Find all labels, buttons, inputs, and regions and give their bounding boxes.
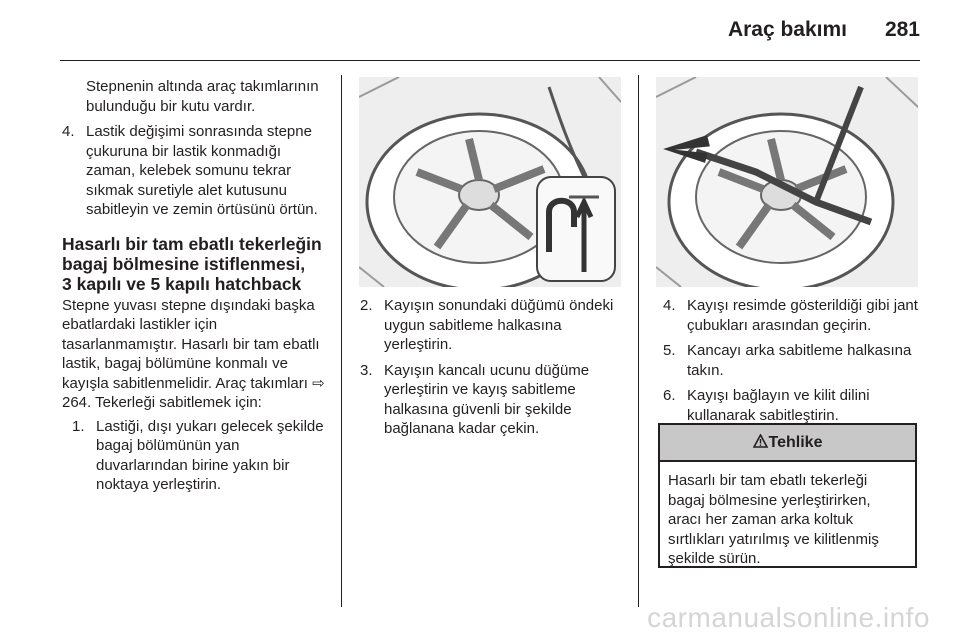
list-item-step-6 — [663, 386, 925, 425]
step-number: 3. — [360, 361, 373, 379]
header-rule — [60, 60, 920, 61]
step-number: 5. — [663, 342, 676, 359]
page-ref-link[interactable]: 264 — [62, 394, 88, 411]
page-ref-icon: ⇨ — [312, 374, 325, 392]
heading-line-1: Hasarlı bir tam ebatlı tekerleğin — [62, 233, 322, 254]
right-column — [663, 296, 925, 431]
step-text: Kayışın kancalı ucunu düğüme yerleştirin ve kayış sabitleme halkasına güvenli bir şekilde bağlanana kadar çekin. — [384, 361, 590, 437]
danger-notice-title: Tehlike — [768, 434, 823, 451]
strap-knot-illustration — [359, 77, 621, 287]
wheel-strap-drawing — [656, 77, 918, 287]
step-text: Lastiği, dışı yukarı gelecek şekilde bagaj bölümünün yan duvarlarından birine yakın bir noktaya yerleştirin. — [96, 417, 324, 493]
column-divider-left — [341, 75, 342, 607]
danger-notice-text: Hasarlı bir tam ebatlı tekerleği bagaj bölmesine yerleştirirken, aracı her zaman arka koltuk sırtlıkları yatırılmış ve kilitlenmiş şekilde sürün. — [668, 472, 879, 567]
step-text: Kayışın sonundaki düğümü öndeki uygun sabitleme halkasına yerleştirin. — [384, 297, 614, 353]
list-item-step-1 — [72, 417, 327, 495]
left-column — [62, 77, 327, 501]
section-body — [62, 296, 327, 413]
list-item-step-4b — [663, 296, 925, 335]
warning-triangle-icon — [753, 434, 768, 448]
chapter-title: Araç bakımı — [727, 18, 847, 41]
page-number: 281 — [884, 18, 920, 41]
body-text-a: Stepne yuvası stepne dışındaki başka ebatlardaki lastikler için tasarlanmamıştır. Hasarlı bir tam ebatlı lastik, bagaj bölümüne konmalı ve kayışla sabitlenmelidir. Araç takımları — [62, 296, 320, 392]
body-text-b: . Tekerleği sabitlemek için: — [87, 394, 262, 411]
spare-wheel-drawing — [359, 77, 621, 287]
watermark: carmanualsonline.info — [647, 602, 930, 633]
column-divider-right — [638, 75, 639, 607]
step-text: Kayışı resimde gösterildiği gibi jant çubukları arasından geçirin. — [687, 297, 918, 334]
strap-routing-illustration — [656, 77, 918, 287]
list-item-step-5 — [663, 341, 925, 380]
danger-notice-box — [658, 423, 917, 568]
continuation-text: Stepnenin altında araç takımlarının bulunduğu bir kutu vardır. — [86, 78, 319, 115]
step-number: 1. — [72, 417, 85, 435]
step-text: Kayışı bağlayın ve kilit dilini kullanarak sabitleştirin. — [687, 387, 870, 424]
step-number: 6. — [663, 387, 676, 404]
step-number: 4. — [663, 297, 676, 314]
middle-column — [360, 296, 630, 445]
step-text: Kancayı arka sabitleme halkasına takın. — [687, 342, 912, 379]
list-item-step-3 — [360, 361, 630, 439]
list-item-step-4 — [62, 122, 327, 220]
heading-line-3: 3 kapılı ve 5 kapılı hatchback — [62, 273, 302, 294]
step-number: 2. — [360, 297, 373, 314]
step-number: 4. — [62, 123, 75, 140]
section-heading — [62, 234, 327, 294]
step-text: Lastik değişimi sonrasında stepne çukuruna bir lastik konmadığı zaman, kelebek somunu tekrar sıkmak suretiyle alet kutusunu sabitleyin ve zemin örtüsünü örtün. — [86, 123, 318, 218]
list-item-step-2 — [360, 296, 630, 355]
danger-notice-header — [660, 425, 915, 462]
heading-line-2: bagaj bölmesine istiflenmesi, — [62, 253, 306, 274]
